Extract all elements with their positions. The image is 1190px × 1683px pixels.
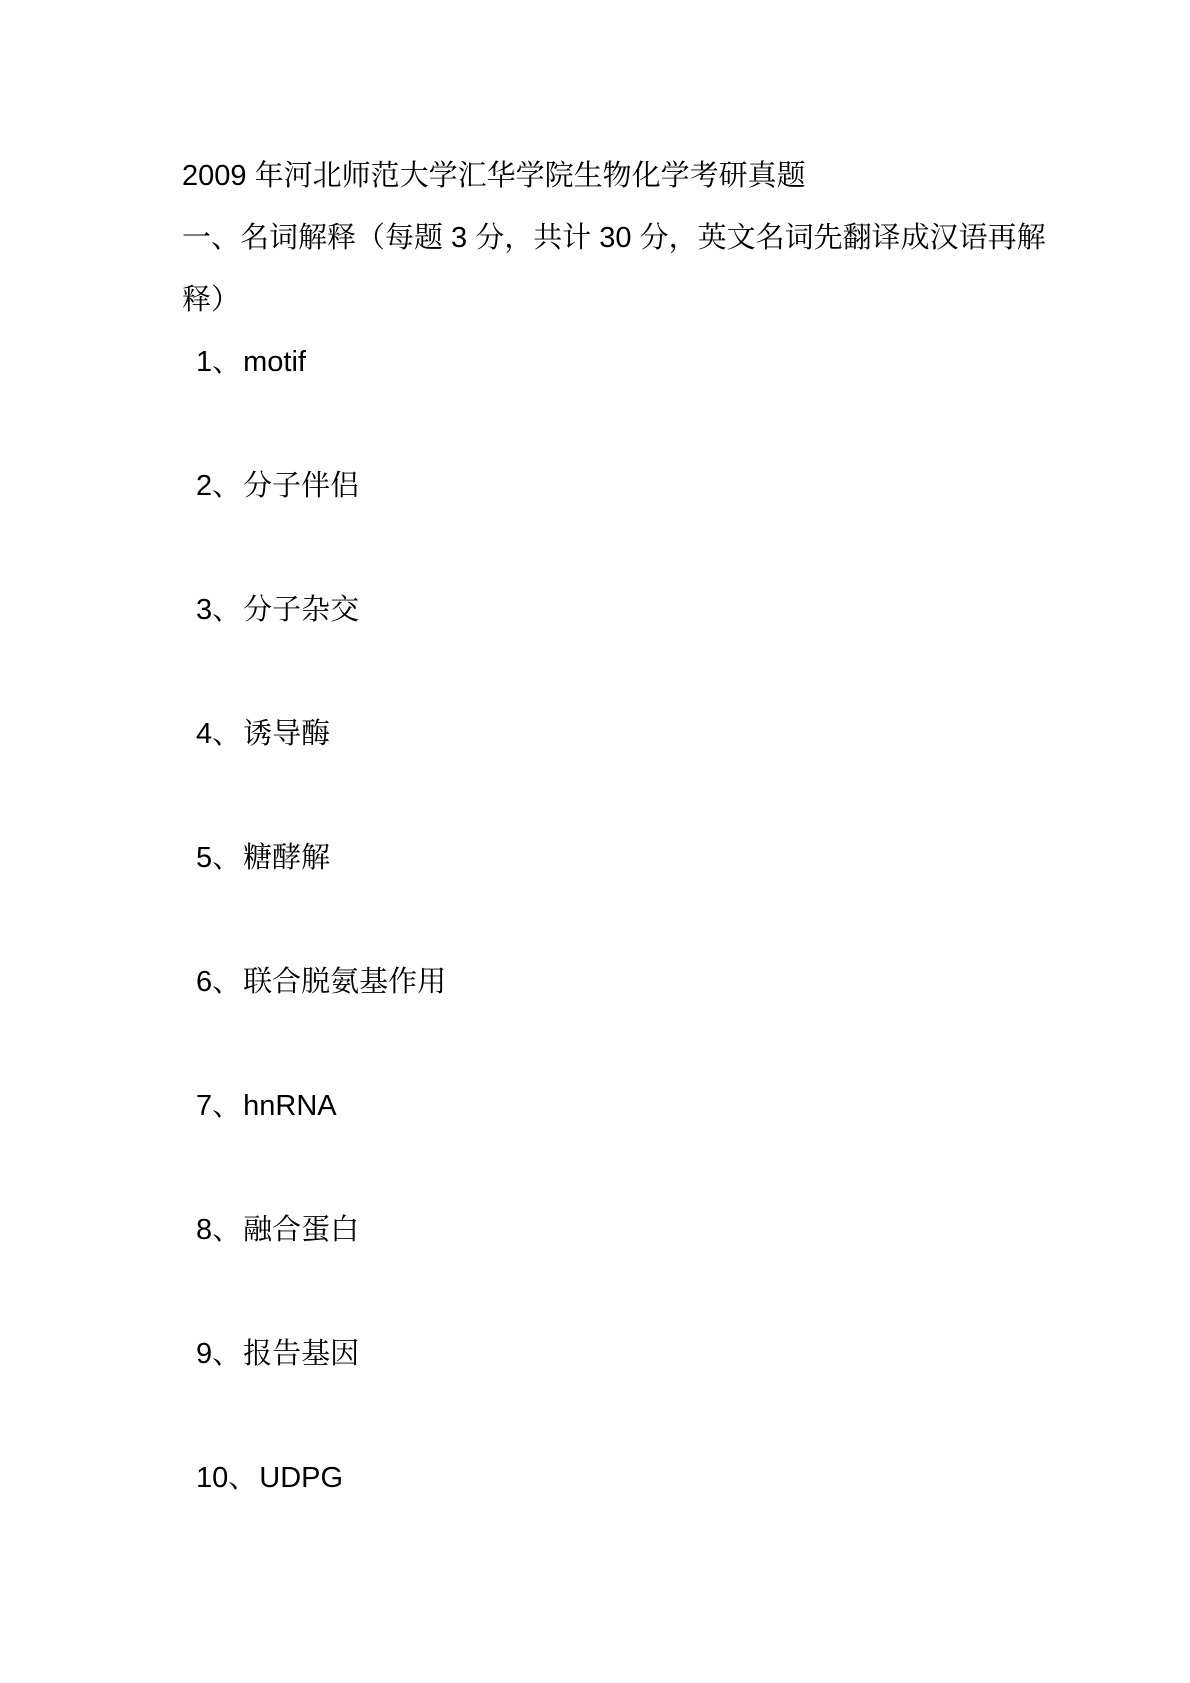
item-term: 糖酵解 <box>243 842 331 874</box>
list-item <box>196 1323 1082 1385</box>
list-item <box>196 1447 1082 1509</box>
item-term: 报告基因 <box>243 1338 360 1370</box>
list-item <box>196 1075 1082 1137</box>
list-item <box>196 827 1082 889</box>
item-term: motif <box>243 346 306 378</box>
item-number: 2、 <box>196 470 242 502</box>
list-item <box>196 951 1082 1013</box>
list-item <box>196 455 1082 517</box>
section-header-line-2: 释） <box>182 284 241 316</box>
section-header-line-1: 一、名词解释（每题 3 分，共计 30 分，英文名词先翻译成汉语再解 <box>182 222 1046 254</box>
item-term: 融合蛋白 <box>243 1214 360 1246</box>
item-number: 8、 <box>196 1214 242 1246</box>
item-number: 9、 <box>196 1338 242 1370</box>
item-number: 1、 <box>196 346 242 378</box>
item-number: 5、 <box>196 842 242 874</box>
item-number: 7、 <box>196 1090 242 1122</box>
item-term: UDPG <box>259 1462 344 1494</box>
item-term: 诱导酶 <box>243 718 331 750</box>
page-title: 2009 年河北师范大学汇华学院生物化学考研真题 <box>182 160 806 192</box>
document-body <box>182 145 1082 1509</box>
item-number: 4、 <box>196 718 242 750</box>
item-term: 分子伴侣 <box>243 470 360 502</box>
list-item <box>196 703 1082 765</box>
item-number: 10、 <box>196 1462 258 1494</box>
item-term: 分子杂交 <box>243 594 360 626</box>
section-header <box>182 207 1082 331</box>
item-term: 联合脱氨基作用 <box>243 966 447 998</box>
item-term: hnRNA <box>243 1090 337 1122</box>
list-item <box>196 331 1082 393</box>
term-list <box>182 331 1082 1509</box>
list-item <box>196 579 1082 641</box>
item-number: 6、 <box>196 966 242 998</box>
list-item <box>196 1199 1082 1261</box>
item-number: 3、 <box>196 594 242 626</box>
